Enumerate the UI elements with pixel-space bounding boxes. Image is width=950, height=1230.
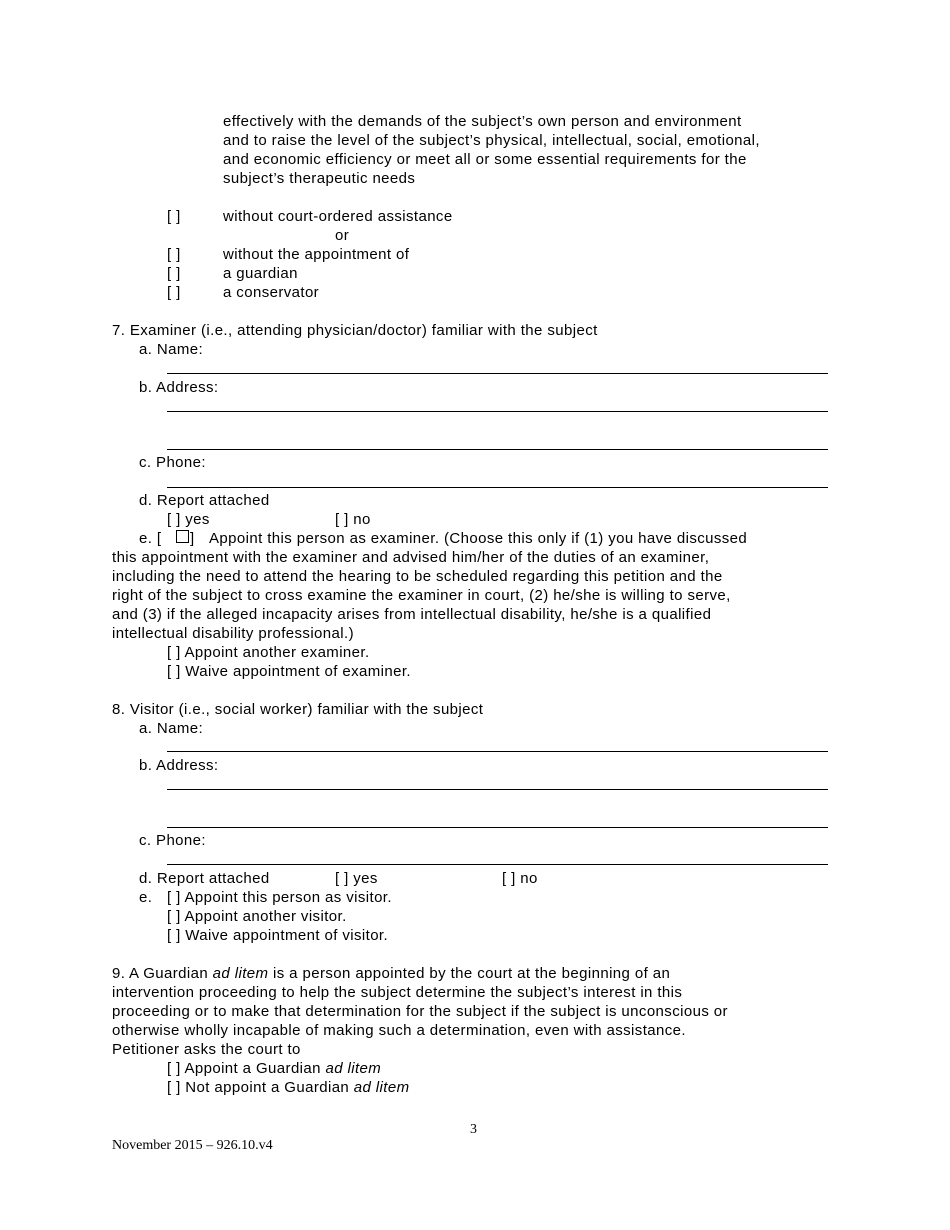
examiner-name-label: a. Name:: [139, 341, 204, 358]
examiner-report-no[interactable]: [ ] no: [335, 511, 371, 528]
appoint-this-visitor-option[interactable]: [ ] Appoint this person as visitor.: [167, 889, 392, 906]
checkbox-conservator[interactable]: [ ]: [167, 284, 181, 301]
examiner-address-field-2[interactable]: [167, 449, 828, 450]
examiner-name-field[interactable]: [167, 373, 828, 374]
checkbox-guardian[interactable]: [ ]: [167, 265, 181, 282]
visitor-address-field-2[interactable]: [167, 827, 828, 828]
visitor-report-yes[interactable]: [ ] yes: [335, 870, 378, 887]
page-number: 3: [470, 1122, 477, 1137]
visitor-phone-field[interactable]: [167, 864, 828, 865]
option-guardian-label: a guardian: [223, 265, 298, 282]
visitor-phone-label: c. Phone:: [139, 832, 206, 849]
visitor-name-field[interactable]: [167, 751, 828, 752]
appoint-gal-ad-litem: ad litem: [325, 1060, 382, 1077]
intro-line-1: effectively with the demands of the subject’s own person and environment: [223, 113, 742, 130]
section-9-line-2: intervention proceeding to help the subject determine the subject’s interest in this: [112, 984, 683, 1001]
option-without-assistance-label: without court-ordered assistance: [223, 208, 453, 225]
examiner-phone-field[interactable]: [167, 487, 828, 488]
intro-line-3: and economic efficiency or meet all or some essential requirements for the: [223, 151, 747, 168]
section-9-line-1: [112, 964, 670, 983]
section-9-line-4: otherwise wholly incapable of making such a determination, even with assistance.: [112, 1022, 686, 1039]
visitor-name-label: a. Name:: [139, 720, 204, 737]
section-9-line-1-pre: 9. A Guardian: [112, 965, 213, 982]
form-id: November 2015 – 926.10.v4: [112, 1138, 273, 1153]
section-9-ad-litem: ad litem: [212, 965, 269, 982]
option-or-label: or: [335, 227, 350, 244]
section-8-heading: 8. Visitor (i.e., social worker) familiar with the subject: [112, 701, 484, 718]
visitor-address-field-1[interactable]: [167, 789, 828, 790]
section-9-line-5: Petitioner asks the court to: [112, 1041, 301, 1058]
option-conservator-label: a conservator: [223, 284, 320, 301]
section-9-line-3: proceeding or to make that determination for the subject if the subject is unconscious or: [112, 1003, 728, 1020]
appoint-another-visitor-option[interactable]: [ ] Appoint another visitor.: [167, 908, 347, 925]
examiner-address-field-1[interactable]: [167, 411, 828, 412]
examiner-phone-label: c. Phone:: [139, 454, 206, 471]
examiner-appoint-text: Appoint this person as examiner. (Choose this only if (1) you have discussed: [209, 530, 748, 547]
examiner-appoint-line-5: intellectual disability professional.): [112, 625, 354, 642]
examiner-appoint-line-1: this appointment with the examiner and advised him/her of the duties of an examiner,: [112, 549, 710, 566]
intro-line-2: and to raise the level of the subject’s physical, intellectual, social, emotional,: [223, 132, 760, 149]
appoint-gal-pre: [ ] Appoint a Guardian: [167, 1060, 326, 1077]
not-appoint-gal-ad-litem: ad litem: [353, 1079, 410, 1096]
appoint-another-examiner-option[interactable]: [ ] Appoint another examiner.: [167, 644, 370, 661]
examiner-appoint-close-bracket: ]: [190, 530, 195, 547]
section-7-heading: 7. Examiner (i.e., attending physician/doctor) familiar with the subject: [112, 322, 598, 339]
examiner-appoint-checkbox[interactable]: [176, 530, 189, 543]
visitor-e-prefix: e.: [139, 889, 153, 906]
waive-visitor-option[interactable]: [ ] Waive appointment of visitor.: [167, 927, 389, 944]
appoint-guardian-ad-litem-option[interactable]: [167, 1059, 381, 1078]
examiner-report-label: d. Report attached: [139, 492, 270, 509]
not-appoint-guardian-ad-litem-option[interactable]: [167, 1078, 409, 1097]
intro-line-4: subject’s therapeutic needs: [223, 170, 416, 187]
section-9-line-1-post: is a person appointed by the court at the beginning of an: [268, 965, 671, 982]
examiner-address-label: b. Address:: [139, 379, 219, 396]
visitor-report-no[interactable]: [ ] no: [502, 870, 538, 887]
checkbox-without-assistance[interactable]: [ ]: [167, 208, 181, 225]
visitor-report-label: d. Report attached: [139, 870, 270, 887]
examiner-appoint-line-2: including the need to attend the hearing to be scheduled regarding this petition and the: [112, 568, 723, 585]
checkbox-without-appointment[interactable]: [ ]: [167, 246, 181, 263]
waive-examiner-option[interactable]: [ ] Waive appointment of examiner.: [167, 663, 411, 680]
examiner-report-yes[interactable]: [ ] yes: [167, 511, 210, 528]
option-without-appointment-label: without the appointment of: [223, 246, 410, 263]
not-appoint-gal-pre: [ ] Not appoint a Guardian: [167, 1079, 354, 1096]
examiner-appoint-line-4: and (3) if the alleged incapacity arises from intellectual disability, he/she is a qualified: [112, 606, 712, 623]
visitor-address-label: b. Address:: [139, 757, 219, 774]
examiner-appoint-line-3: right of the subject to cross examine the examiner in court, (2) he/she is willing to serve,: [112, 587, 731, 604]
examiner-appoint-prefix: e. [: [139, 530, 162, 547]
